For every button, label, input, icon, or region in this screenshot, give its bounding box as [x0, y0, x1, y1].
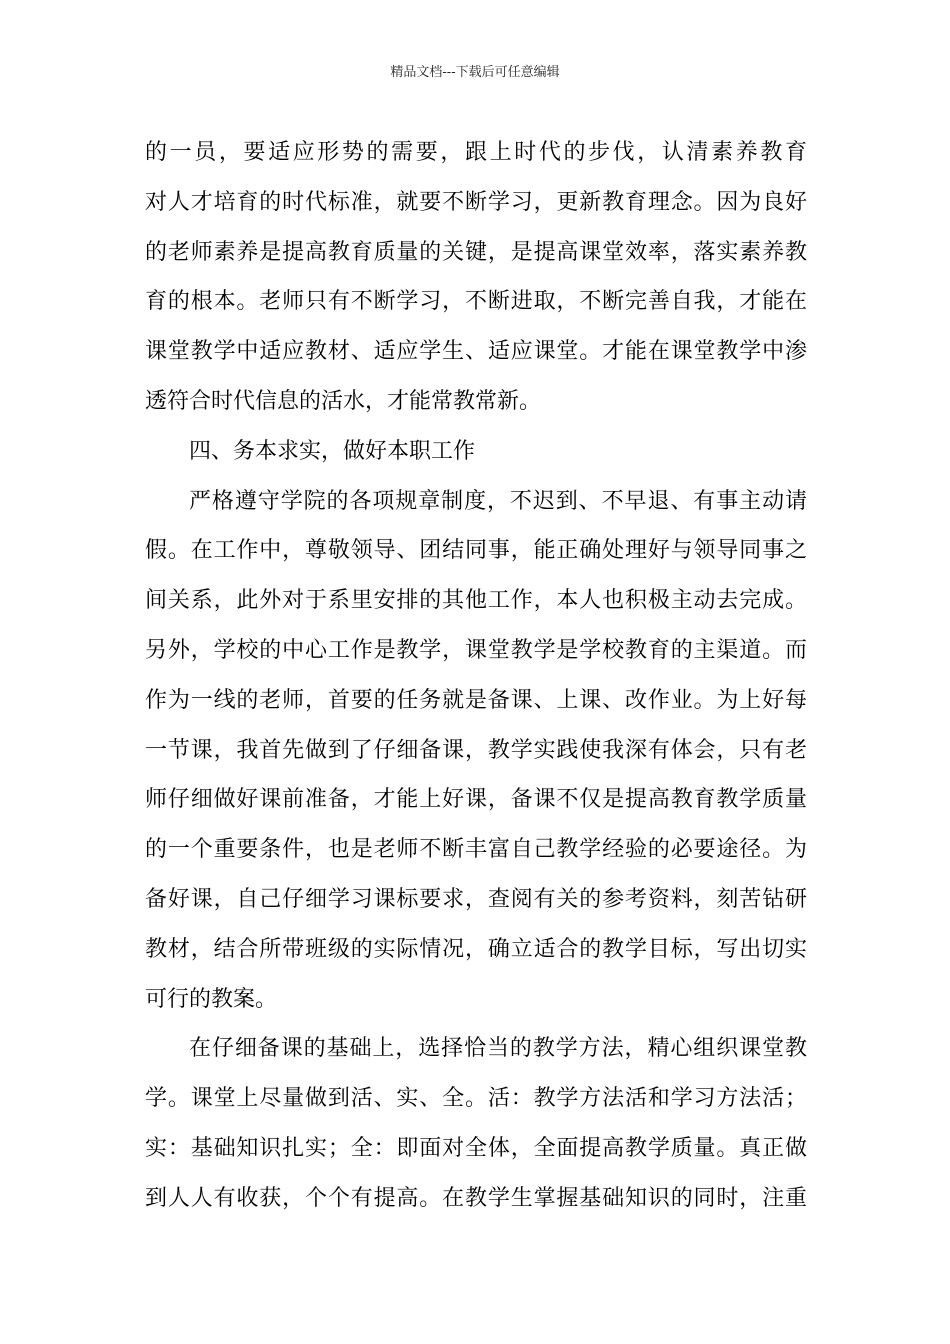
- document-body: [145, 128, 807, 1224]
- text-line: 透符合时代信息的活水，才能常教常新。: [145, 388, 542, 414]
- text-line: 在仔细备课的基础上，选择恰当的教学方法，精心组织课堂教: [189, 1036, 807, 1062]
- text-line: 一节课，我首先做到了仔细备课，教学实践使我深有体会，只有老: [145, 737, 807, 763]
- section-heading: 四、务本求实，做好本职工作: [189, 438, 476, 464]
- text-line: 教材，结合所带班级的实际情况，确立适合的教学目标，写出切实: [145, 936, 807, 962]
- text-line: 到人人有收获，个个有提高。在教学生掌握基础知识的同时，注重: [145, 1185, 807, 1211]
- text-line: 的一员，要适应形势的需要，跟上时代的步伐，认清素养教育: [145, 140, 807, 165]
- text-line: 对人才培育的时代标准，就要不断学习，更新教育理念。因为良好: [145, 189, 807, 215]
- text-line: 的老师素养是提高教育质量的关键，是提高课堂效率，落实素养教: [145, 239, 807, 265]
- text-line: 间关系，此外对于系里安排的其他工作，本人也积极主动去完成。: [145, 588, 807, 614]
- text-line: 学。课堂上尽量做到活、实、全。活：教学方法活和学习方法活；: [145, 1086, 807, 1112]
- text-line: 严格遵守学院的各项规章制度，不迟到、不早退、有事主动请: [189, 488, 807, 514]
- text-line: 师仔细做好课前准备，才能上好课，备课不仅是提高教育教学质量: [145, 787, 807, 813]
- text-line: 的一个重要条件，也是老师不断丰富自己教学经验的必要途径。为: [145, 837, 807, 863]
- text-line: 课堂教学中适应教材、适应学生、适应课堂。才能在课堂教学中渗: [145, 339, 807, 365]
- text-line: 作为一线的老师，首要的任务就是备课、上课、改作业。为上好每: [145, 687, 807, 713]
- text-line: 可行的教案。: [145, 986, 278, 1012]
- text-line: 假。在工作中，尊敬领导、团结同事，能正确处理好与领导同事之: [145, 538, 807, 564]
- text-line: 实：基础知识扎实；全：即面对全体，全面提高教学质量。真正做: [145, 1135, 807, 1161]
- text-line: 另外，学校的中心工作是教学，课堂教学是学校教育的主渠道。而: [145, 637, 807, 663]
- text-line: 育的根本。老师只有不断学习，不断进取，不断完善自我，才能在: [145, 289, 807, 315]
- text-line: 备好课，自己仔细学习课标要求，查阅有关的参考资料，刻苦钻研: [145, 886, 807, 912]
- page-header: 精品文档---下载后可任意编辑: [390, 65, 560, 80]
